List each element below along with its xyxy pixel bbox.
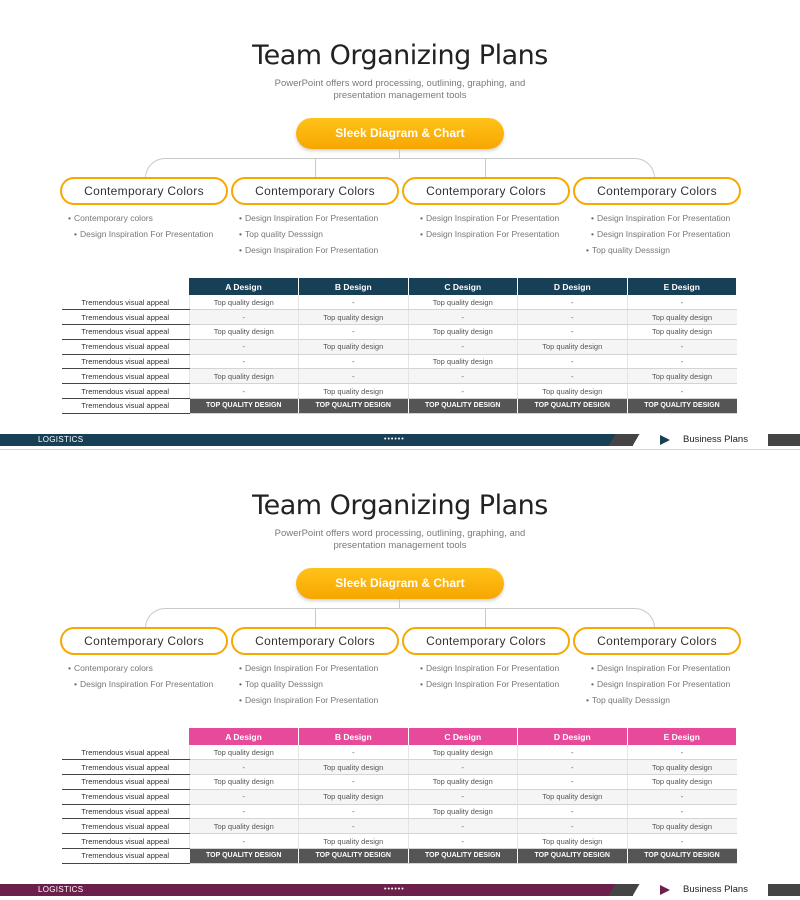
table-cell: Top quality design xyxy=(408,325,518,340)
table-cell: - xyxy=(189,310,299,325)
table-cell: - xyxy=(518,295,628,310)
list-item: • Design Inspiration For Presentation xyxy=(586,228,730,244)
table-cell: Top quality design xyxy=(408,354,518,369)
footer-block-decoration xyxy=(768,884,800,896)
row-label: Tremendous visual appeal xyxy=(62,310,189,325)
row-label: Tremendous visual appeal xyxy=(62,399,189,414)
table-row xyxy=(62,745,737,760)
connector-horizontal xyxy=(169,608,631,609)
table-cell: TOP QUALITY DESIGN xyxy=(518,399,628,414)
table-cell: Top quality design xyxy=(408,745,518,760)
list-item: • Design Inspiration For Presentation xyxy=(239,212,378,228)
table-summary-row xyxy=(62,849,737,864)
connector-drop-3 xyxy=(485,608,486,627)
table-cell: - xyxy=(408,384,518,399)
list-item: • Design Inspiration For Presentation xyxy=(68,228,213,244)
table-row xyxy=(62,789,737,804)
column-header: B Design xyxy=(299,728,409,745)
category-box-3: Contemporary Colors xyxy=(402,627,570,655)
table-cell: - xyxy=(189,760,299,775)
table-cell: Top quality design xyxy=(299,760,409,775)
table-cell: - xyxy=(299,295,409,310)
bullet-list-4 xyxy=(586,662,730,710)
table-row xyxy=(62,325,737,340)
connector-drop-3 xyxy=(485,158,486,177)
table-cell: - xyxy=(518,354,628,369)
table-cell: Top quality design xyxy=(189,745,299,760)
play-triangle-icon xyxy=(660,435,670,445)
table-cell: TOP QUALITY DESIGN xyxy=(189,849,299,864)
row-label: Tremendous visual appeal xyxy=(62,339,189,354)
table-cell: - xyxy=(518,760,628,775)
column-header: A Design xyxy=(189,728,299,745)
connector-drop-2 xyxy=(315,158,316,177)
table-cell: - xyxy=(408,834,518,849)
table-row xyxy=(62,295,737,310)
table-row xyxy=(62,310,737,325)
table-cell: - xyxy=(299,819,409,834)
table-cell: Top quality design xyxy=(518,834,628,849)
bullet-list-3 xyxy=(420,212,559,244)
category-box-1: Contemporary Colors xyxy=(60,177,228,205)
table-row xyxy=(62,369,737,384)
table-cell: - xyxy=(627,339,737,354)
table-header-row xyxy=(62,278,737,295)
footer-band xyxy=(0,884,633,896)
table-cell: - xyxy=(408,760,518,775)
category-box-4: Contemporary Colors xyxy=(573,177,741,205)
row-label: Tremendous visual appeal xyxy=(62,760,189,775)
table-cell: - xyxy=(299,745,409,760)
table-corner xyxy=(62,728,189,745)
list-item: • Design Inspiration For Presentation xyxy=(420,662,559,678)
table-cell: - xyxy=(189,804,299,819)
pagination-dots: •••••• xyxy=(384,886,405,893)
subtitle xyxy=(250,528,550,552)
table-row xyxy=(62,354,737,369)
table-row xyxy=(62,775,737,790)
list-item: • Top quality Desssign xyxy=(586,694,730,710)
bullet-list-3 xyxy=(420,662,559,694)
bullet-list-4 xyxy=(586,212,730,260)
table-cell: TOP QUALITY DESIGN xyxy=(408,849,518,864)
list-item: • Top quality Desssign xyxy=(239,228,378,244)
table-cell: Top quality design xyxy=(299,834,409,849)
table-cell: TOP QUALITY DESIGN xyxy=(518,849,628,864)
table-cell: - xyxy=(627,354,737,369)
table-cell: Top quality design xyxy=(627,310,737,325)
table-cell: Top quality design xyxy=(299,310,409,325)
list-item: • Top quality Desssign xyxy=(586,244,730,260)
column-header: A Design xyxy=(189,278,299,295)
table-cell: - xyxy=(299,804,409,819)
table-row xyxy=(62,834,737,849)
column-header: E Design xyxy=(627,728,737,745)
center-pill-button[interactable]: Sleek Diagram & Chart xyxy=(296,568,504,599)
bullet-list-1 xyxy=(68,212,213,244)
table-cell: TOP QUALITY DESIGN xyxy=(627,399,737,414)
connector-curve-left xyxy=(145,158,171,178)
table-cell: Top quality design xyxy=(408,804,518,819)
table-cell: - xyxy=(299,325,409,340)
table-cell: Top quality design xyxy=(408,775,518,790)
list-item: • Design Inspiration For Presentation xyxy=(420,212,559,228)
row-label: Tremendous visual appeal xyxy=(62,325,189,340)
table-cell: - xyxy=(299,369,409,384)
table-cell: - xyxy=(408,819,518,834)
table-cell: Top quality design xyxy=(627,819,737,834)
table-row xyxy=(62,819,737,834)
table-cell: Top quality design xyxy=(627,760,737,775)
row-label: Tremendous visual appeal xyxy=(62,745,189,760)
table-cell: - xyxy=(518,745,628,760)
table-cell: - xyxy=(408,369,518,384)
bullet-list-2 xyxy=(239,662,378,710)
comparison-table xyxy=(62,728,737,864)
table-cell: Top quality design xyxy=(189,775,299,790)
list-item: • Design Inspiration For Presentation xyxy=(239,662,378,678)
table-cell: Top quality design xyxy=(299,339,409,354)
list-item: • Design Inspiration For Presentation xyxy=(420,228,559,244)
table-cell: - xyxy=(518,804,628,819)
column-header: C Design xyxy=(408,278,518,295)
table-cell: - xyxy=(518,369,628,384)
list-item: • Design Inspiration For Presentation xyxy=(586,212,730,228)
bullet-list-2 xyxy=(239,212,378,260)
play-triangle-icon xyxy=(660,885,670,895)
category-box-4: Contemporary Colors xyxy=(573,627,741,655)
table-cell: TOP QUALITY DESIGN xyxy=(299,399,409,414)
list-item: • Design Inspiration For Presentation xyxy=(586,662,730,678)
pagination-dots: •••••• xyxy=(384,436,405,443)
row-label: Tremendous visual appeal xyxy=(62,369,189,384)
subtitle-line-1: PowerPoint offers word processing, outlining, graphing, and xyxy=(274,78,526,89)
table-row xyxy=(62,339,737,354)
table-summary-row xyxy=(62,399,737,414)
table-cell: Top quality design xyxy=(189,819,299,834)
footer-slant-decoration xyxy=(609,434,640,446)
footer-business-plans: Business Plans xyxy=(683,434,748,445)
subtitle-line-2: presentation management tools xyxy=(333,90,467,101)
table-cell: Top quality design xyxy=(299,384,409,399)
table-cell: - xyxy=(189,339,299,354)
table-cell: - xyxy=(627,745,737,760)
row-label: Tremendous visual appeal xyxy=(62,354,189,369)
column-header: B Design xyxy=(299,278,409,295)
connector-curve-right xyxy=(629,608,655,628)
table-cell: - xyxy=(518,775,628,790)
table-cell: - xyxy=(299,775,409,790)
table-cell: TOP QUALITY DESIGN xyxy=(408,399,518,414)
category-box-2: Contemporary Colors xyxy=(231,627,399,655)
footer-block-decoration xyxy=(768,434,800,446)
table-row xyxy=(62,384,737,399)
table-cell: TOP QUALITY DESIGN xyxy=(189,399,299,414)
connector-drop-2 xyxy=(315,608,316,627)
list-item: • Contemporary colors xyxy=(68,212,213,228)
footer-bar xyxy=(0,434,800,446)
column-header: D Design xyxy=(518,278,628,295)
table-cell: Top quality design xyxy=(627,775,737,790)
table-cell: Top quality design xyxy=(189,369,299,384)
table-cell: Top quality design xyxy=(518,339,628,354)
table-cell: - xyxy=(518,310,628,325)
table-cell: - xyxy=(189,384,299,399)
footer-label: LOGISTICS xyxy=(38,435,84,444)
table-row xyxy=(62,804,737,819)
connector-horizontal xyxy=(169,158,631,159)
column-header: D Design xyxy=(518,728,628,745)
footer-slant-decoration xyxy=(609,884,640,896)
row-label: Tremendous visual appeal xyxy=(62,384,189,399)
row-label: Tremendous visual appeal xyxy=(62,804,189,819)
table-cell: Top quality design xyxy=(189,325,299,340)
center-pill-button[interactable]: Sleek Diagram & Chart xyxy=(296,118,504,149)
category-box-1: Contemporary Colors xyxy=(60,627,228,655)
table-cell: - xyxy=(299,354,409,369)
table-header-row xyxy=(62,728,737,745)
table-corner xyxy=(62,278,189,295)
table-cell: Top quality design xyxy=(408,295,518,310)
row-label: Tremendous visual appeal xyxy=(62,775,189,790)
list-item: • Design Inspiration For Presentation xyxy=(68,678,213,694)
category-box-3: Contemporary Colors xyxy=(402,177,570,205)
subtitle xyxy=(250,78,550,102)
table-cell: Top quality design xyxy=(518,789,628,804)
table-cell: - xyxy=(518,325,628,340)
table-cell: - xyxy=(408,789,518,804)
footer-band xyxy=(0,434,633,446)
table-cell: - xyxy=(627,384,737,399)
list-item: • Top quality Desssign xyxy=(239,678,378,694)
table-cell: Top quality design xyxy=(518,384,628,399)
row-label: Tremendous visual appeal xyxy=(62,295,189,310)
list-item: • Design Inspiration For Presentation xyxy=(239,694,378,710)
table-cell: - xyxy=(627,834,737,849)
table-cell: TOP QUALITY DESIGN xyxy=(299,849,409,864)
row-label: Tremendous visual appeal xyxy=(62,849,189,864)
table-cell: Top quality design xyxy=(189,295,299,310)
table-cell: - xyxy=(189,834,299,849)
table-cell: - xyxy=(408,310,518,325)
table-cell: - xyxy=(189,789,299,804)
footer-label: LOGISTICS xyxy=(38,885,84,894)
table-cell: - xyxy=(627,295,737,310)
table-cell: - xyxy=(627,804,737,819)
bullet-list-1 xyxy=(68,662,213,694)
list-item: • Contemporary colors xyxy=(68,662,213,678)
column-header: C Design xyxy=(408,728,518,745)
table-cell: Top quality design xyxy=(627,369,737,384)
subtitle-line-2: presentation management tools xyxy=(333,540,467,551)
list-item: • Design Inspiration For Presentation xyxy=(420,678,559,694)
page-title: Team Organizing Plans xyxy=(252,40,548,71)
table-cell: - xyxy=(408,339,518,354)
slide-2 xyxy=(0,450,800,900)
page-title: Team Organizing Plans xyxy=(252,490,548,521)
comparison-table xyxy=(62,278,737,414)
row-label: Tremendous visual appeal xyxy=(62,789,189,804)
table-cell: - xyxy=(627,789,737,804)
category-box-2: Contemporary Colors xyxy=(231,177,399,205)
row-label: Tremendous visual appeal xyxy=(62,819,189,834)
table-cell: Top quality design xyxy=(627,325,737,340)
table-row xyxy=(62,760,737,775)
table-cell: TOP QUALITY DESIGN xyxy=(627,849,737,864)
connector-curve-left xyxy=(145,608,171,628)
list-item: • Design Inspiration For Presentation xyxy=(239,244,378,260)
table-cell: - xyxy=(189,354,299,369)
table-cell: Top quality design xyxy=(299,789,409,804)
table-cell: - xyxy=(518,819,628,834)
footer-bar xyxy=(0,884,800,896)
footer-business-plans: Business Plans xyxy=(683,884,748,895)
list-item: • Design Inspiration For Presentation xyxy=(586,678,730,694)
connector-curve-right xyxy=(629,158,655,178)
subtitle-line-1: PowerPoint offers word processing, outlining, graphing, and xyxy=(274,528,526,539)
row-label: Tremendous visual appeal xyxy=(62,834,189,849)
column-header: E Design xyxy=(627,278,737,295)
